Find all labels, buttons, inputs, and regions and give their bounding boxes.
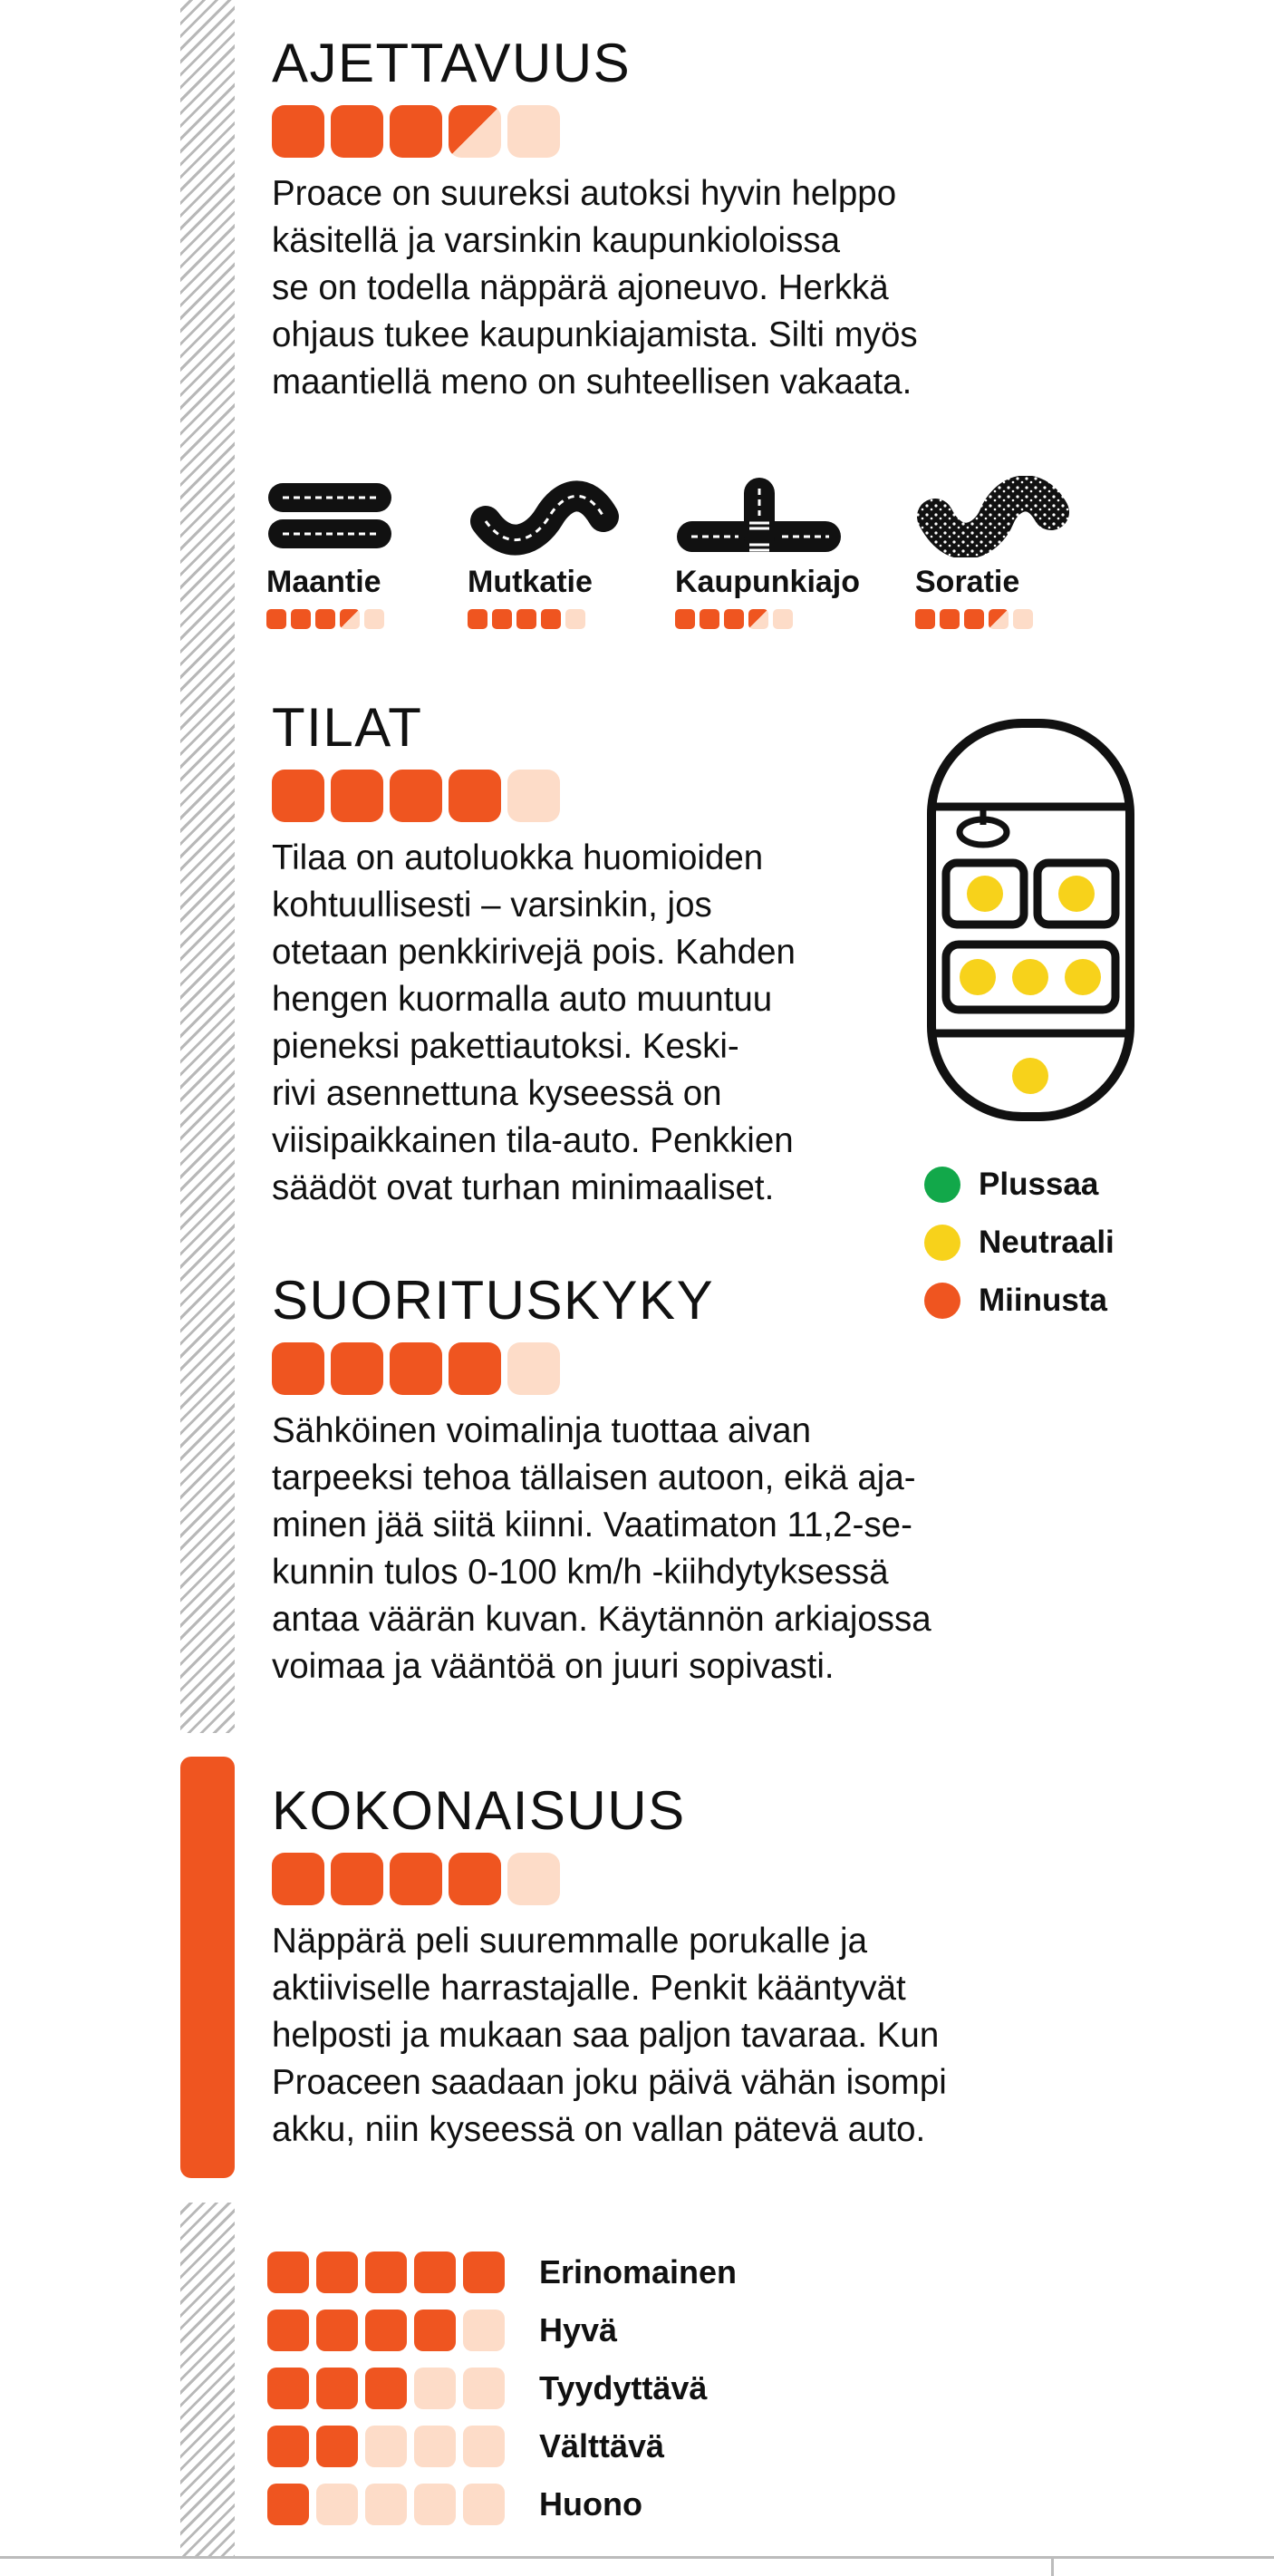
- text-line: säädöt ovat turhan minimaaliset.: [272, 1168, 775, 1207]
- section-body: [272, 1408, 931, 1690]
- scale-squares: [267, 2484, 505, 2525]
- mini-rating-square: [989, 609, 1009, 629]
- rating-square: [414, 2252, 456, 2293]
- mini-rating-square: [492, 609, 512, 629]
- section-suorituskyky: [272, 1270, 931, 1690]
- scale-label: Välttävä: [539, 2427, 665, 2465]
- mini-rating-square: [468, 609, 487, 629]
- rating-square: [414, 2484, 456, 2525]
- section-body: [272, 1918, 947, 2154]
- rating-square: [316, 2252, 358, 2293]
- rating-square: [365, 2426, 407, 2467]
- rating-square: [316, 2368, 358, 2409]
- mini-rating-square: [700, 609, 719, 629]
- text-line: rivi asennettuna kyseessä on: [272, 1074, 722, 1113]
- text-line: Tilaa on autoluokka huomioiden: [272, 838, 764, 877]
- road-rating: [468, 609, 622, 629]
- rating-square: [267, 2368, 309, 2409]
- mini-rating-square: [1013, 609, 1033, 629]
- text-line: antaa väärän kuvan. Käytännön arkiajossa: [272, 1600, 931, 1639]
- text-line: viisipaikkainen tila-auto. Penkkien: [272, 1121, 794, 1160]
- scale-row: [267, 2301, 737, 2359]
- rating-square: [316, 2310, 358, 2351]
- rating-square: [507, 1342, 560, 1395]
- rating-square: [507, 770, 560, 822]
- mini-rating-square: [266, 609, 286, 629]
- scale-row: [267, 2417, 737, 2475]
- scale-squares: [267, 2368, 505, 2409]
- road-kaupunkiajo: [675, 476, 860, 629]
- neutral-dot-icon: [924, 1225, 960, 1261]
- rating-square: [365, 2310, 407, 2351]
- rating-square: [507, 105, 560, 158]
- rating-square: [267, 2484, 309, 2525]
- scale-squares: [267, 2252, 505, 2293]
- rating-square: [267, 2252, 309, 2293]
- road-mutkatie: [468, 476, 622, 629]
- scale-squares: [267, 2310, 505, 2351]
- rating-square: [463, 2426, 505, 2467]
- bottom-divider-tick: [1051, 2556, 1054, 2576]
- mini-rating-square: [291, 609, 311, 629]
- mini-rating-square: [565, 609, 585, 629]
- text-line: voimaa ja vääntöä on juuri sopivasti.: [272, 1647, 835, 1686]
- section-title: TILAT: [272, 697, 423, 758]
- rating-square: [272, 1342, 324, 1395]
- road-rating: [266, 609, 393, 629]
- road-rating: [675, 609, 860, 629]
- rating-square: [463, 2368, 505, 2409]
- legend-label: Neutraali: [979, 1225, 1115, 1260]
- text-line: Proace on suureksi autoksi hyvin helppo: [272, 174, 897, 213]
- rating-square: [449, 1342, 501, 1395]
- left-stripe-decoration-bottom: [180, 2203, 235, 2558]
- rating-square: [267, 2426, 309, 2467]
- text-line: kunnin tulos 0-100 km/h -kiihdytyksessä: [272, 1553, 889, 1592]
- road-label: Kaupunkiajo: [675, 565, 861, 599]
- legend-item-plus: [924, 1156, 1115, 1214]
- legend-item-minus: [924, 1272, 1115, 1330]
- rating-square: [331, 1853, 383, 1905]
- rating-square: [390, 770, 442, 822]
- text-line: kohtuullisesti – varsinkin, jos: [272, 886, 712, 925]
- text-line: tarpeeksi tehoa tällaisen autoon, eikä aja-: [272, 1458, 916, 1497]
- rating-square: [463, 2252, 505, 2293]
- scale-row: [267, 2359, 737, 2417]
- rating-square: [463, 2310, 505, 2351]
- rating-square: [449, 105, 501, 158]
- rating-square: [272, 1853, 324, 1905]
- rating-square: [316, 2426, 358, 2467]
- road-label: Soratie: [915, 565, 1020, 599]
- seat-legend: [924, 1156, 1115, 1330]
- rating-squares: [272, 1853, 947, 1905]
- highway-icon: [266, 476, 393, 557]
- mini-rating-square: [773, 609, 793, 629]
- mini-rating-square: [675, 609, 695, 629]
- scale-label: Huono: [539, 2485, 642, 2523]
- text-line: Sähköinen voimalinja tuottaa aivan: [272, 1411, 812, 1450]
- mini-rating-square: [915, 609, 935, 629]
- road-label: Mutkatie: [468, 565, 593, 599]
- scale-label: Tyydyttävä: [539, 2369, 708, 2407]
- rating-square: [272, 770, 324, 822]
- rating-square: [449, 770, 501, 822]
- road-soratie: [915, 476, 1069, 629]
- rating-square: [449, 1853, 501, 1905]
- text-line: akku, niin kyseessä on vallan pätevä auto.: [272, 2110, 926, 2149]
- mini-rating-square: [724, 609, 744, 629]
- text-line: helposti ja mukaan saa paljon tavaraa. Kun: [272, 2016, 940, 2055]
- legend-label: Plussaa: [979, 1167, 1099, 1202]
- rating-square: [390, 105, 442, 158]
- winding-road-icon: [468, 476, 622, 557]
- bottom-divider: [0, 2556, 1274, 2559]
- rating-squares: [272, 1342, 931, 1395]
- scale-label: Erinomainen: [539, 2253, 738, 2290]
- car-seating-layout-icon: [924, 716, 1137, 1124]
- rating-square: [390, 1853, 442, 1905]
- rating-square: [365, 2368, 407, 2409]
- rating-square: [414, 2368, 456, 2409]
- road-label: Maantie: [266, 565, 381, 599]
- road-rating: [915, 609, 1069, 629]
- rating-squares: [272, 770, 796, 822]
- mini-rating-square: [964, 609, 984, 629]
- section-body: [272, 835, 796, 1212]
- section-title: KOKONAISUUS: [272, 1780, 686, 1841]
- section-title: AJETTAVUUS: [272, 33, 632, 93]
- text-line: ohjaus tukee kaupunkiajamista. Silti myös: [272, 315, 918, 354]
- rating-squares: [272, 105, 918, 158]
- mini-rating-square: [364, 609, 384, 629]
- rating-scale-legend: [267, 2243, 737, 2533]
- mini-rating-square: [340, 609, 360, 629]
- section-body: [272, 170, 918, 406]
- section-title: SUORITUSKYKY: [272, 1270, 715, 1331]
- rating-square: [331, 105, 383, 158]
- plus-dot-icon: [924, 1167, 960, 1203]
- mini-rating-square: [748, 609, 768, 629]
- road-maantie: [266, 476, 393, 629]
- rating-square: [463, 2484, 505, 2525]
- scale-squares: [267, 2426, 505, 2467]
- scale-row: [267, 2243, 737, 2301]
- mini-rating-square: [940, 609, 960, 629]
- rating-square: [365, 2252, 407, 2293]
- rating-square: [267, 2310, 309, 2351]
- rating-square: [331, 770, 383, 822]
- text-line: Proaceen saadaan joku päivä vähän isompi: [272, 2063, 947, 2102]
- text-line: se on todella näppärä ajoneuvo. Herkkä: [272, 268, 889, 307]
- text-line: maantiellä meno on suhteellisen vakaata.: [272, 363, 912, 402]
- text-line: pieneksi pakettiautoksi. Keski-: [272, 1027, 739, 1066]
- left-stripe-decoration: [180, 0, 235, 1733]
- scale-label: Hyvä: [539, 2311, 618, 2348]
- text-line: otetaan penkkirivejä pois. Kahden: [272, 933, 796, 972]
- section-tilat: [272, 697, 796, 1212]
- scale-row: [267, 2475, 737, 2533]
- text-line: käsitellä ja varsinkin kaupunkioloissa: [272, 221, 841, 260]
- city-road-icon: [675, 476, 843, 557]
- mini-rating-square: [541, 609, 561, 629]
- rating-square: [316, 2484, 358, 2525]
- rating-square: [390, 1342, 442, 1395]
- text-line: hengen kuormalla auto muuntuu: [272, 980, 773, 1019]
- section-kokonaisuus: [272, 1780, 947, 2154]
- text-line: Näppärä peli suuremmalle porukalle ja: [272, 1922, 867, 1961]
- text-line: minen jää siitä kiinni. Vaatimaton 11,2-se-: [272, 1506, 912, 1545]
- rating-square: [365, 2484, 407, 2525]
- text-line: aktiiviselle harrastajalle. Penkit kääntyvät: [272, 1969, 906, 2008]
- section-ajettavuus: [272, 33, 918, 406]
- rating-square: [414, 2310, 456, 2351]
- overall-accent-bar: [180, 1757, 235, 2178]
- rating-square: [272, 105, 324, 158]
- mini-rating-square: [315, 609, 335, 629]
- mini-rating-square: [516, 609, 536, 629]
- rating-square: [331, 1342, 383, 1395]
- legend-item-neutral: [924, 1214, 1115, 1272]
- rating-square: [507, 1853, 560, 1905]
- legend-label: Miinusta: [979, 1283, 1107, 1318]
- gravel-road-icon: [915, 476, 1069, 557]
- rating-square: [414, 2426, 456, 2467]
